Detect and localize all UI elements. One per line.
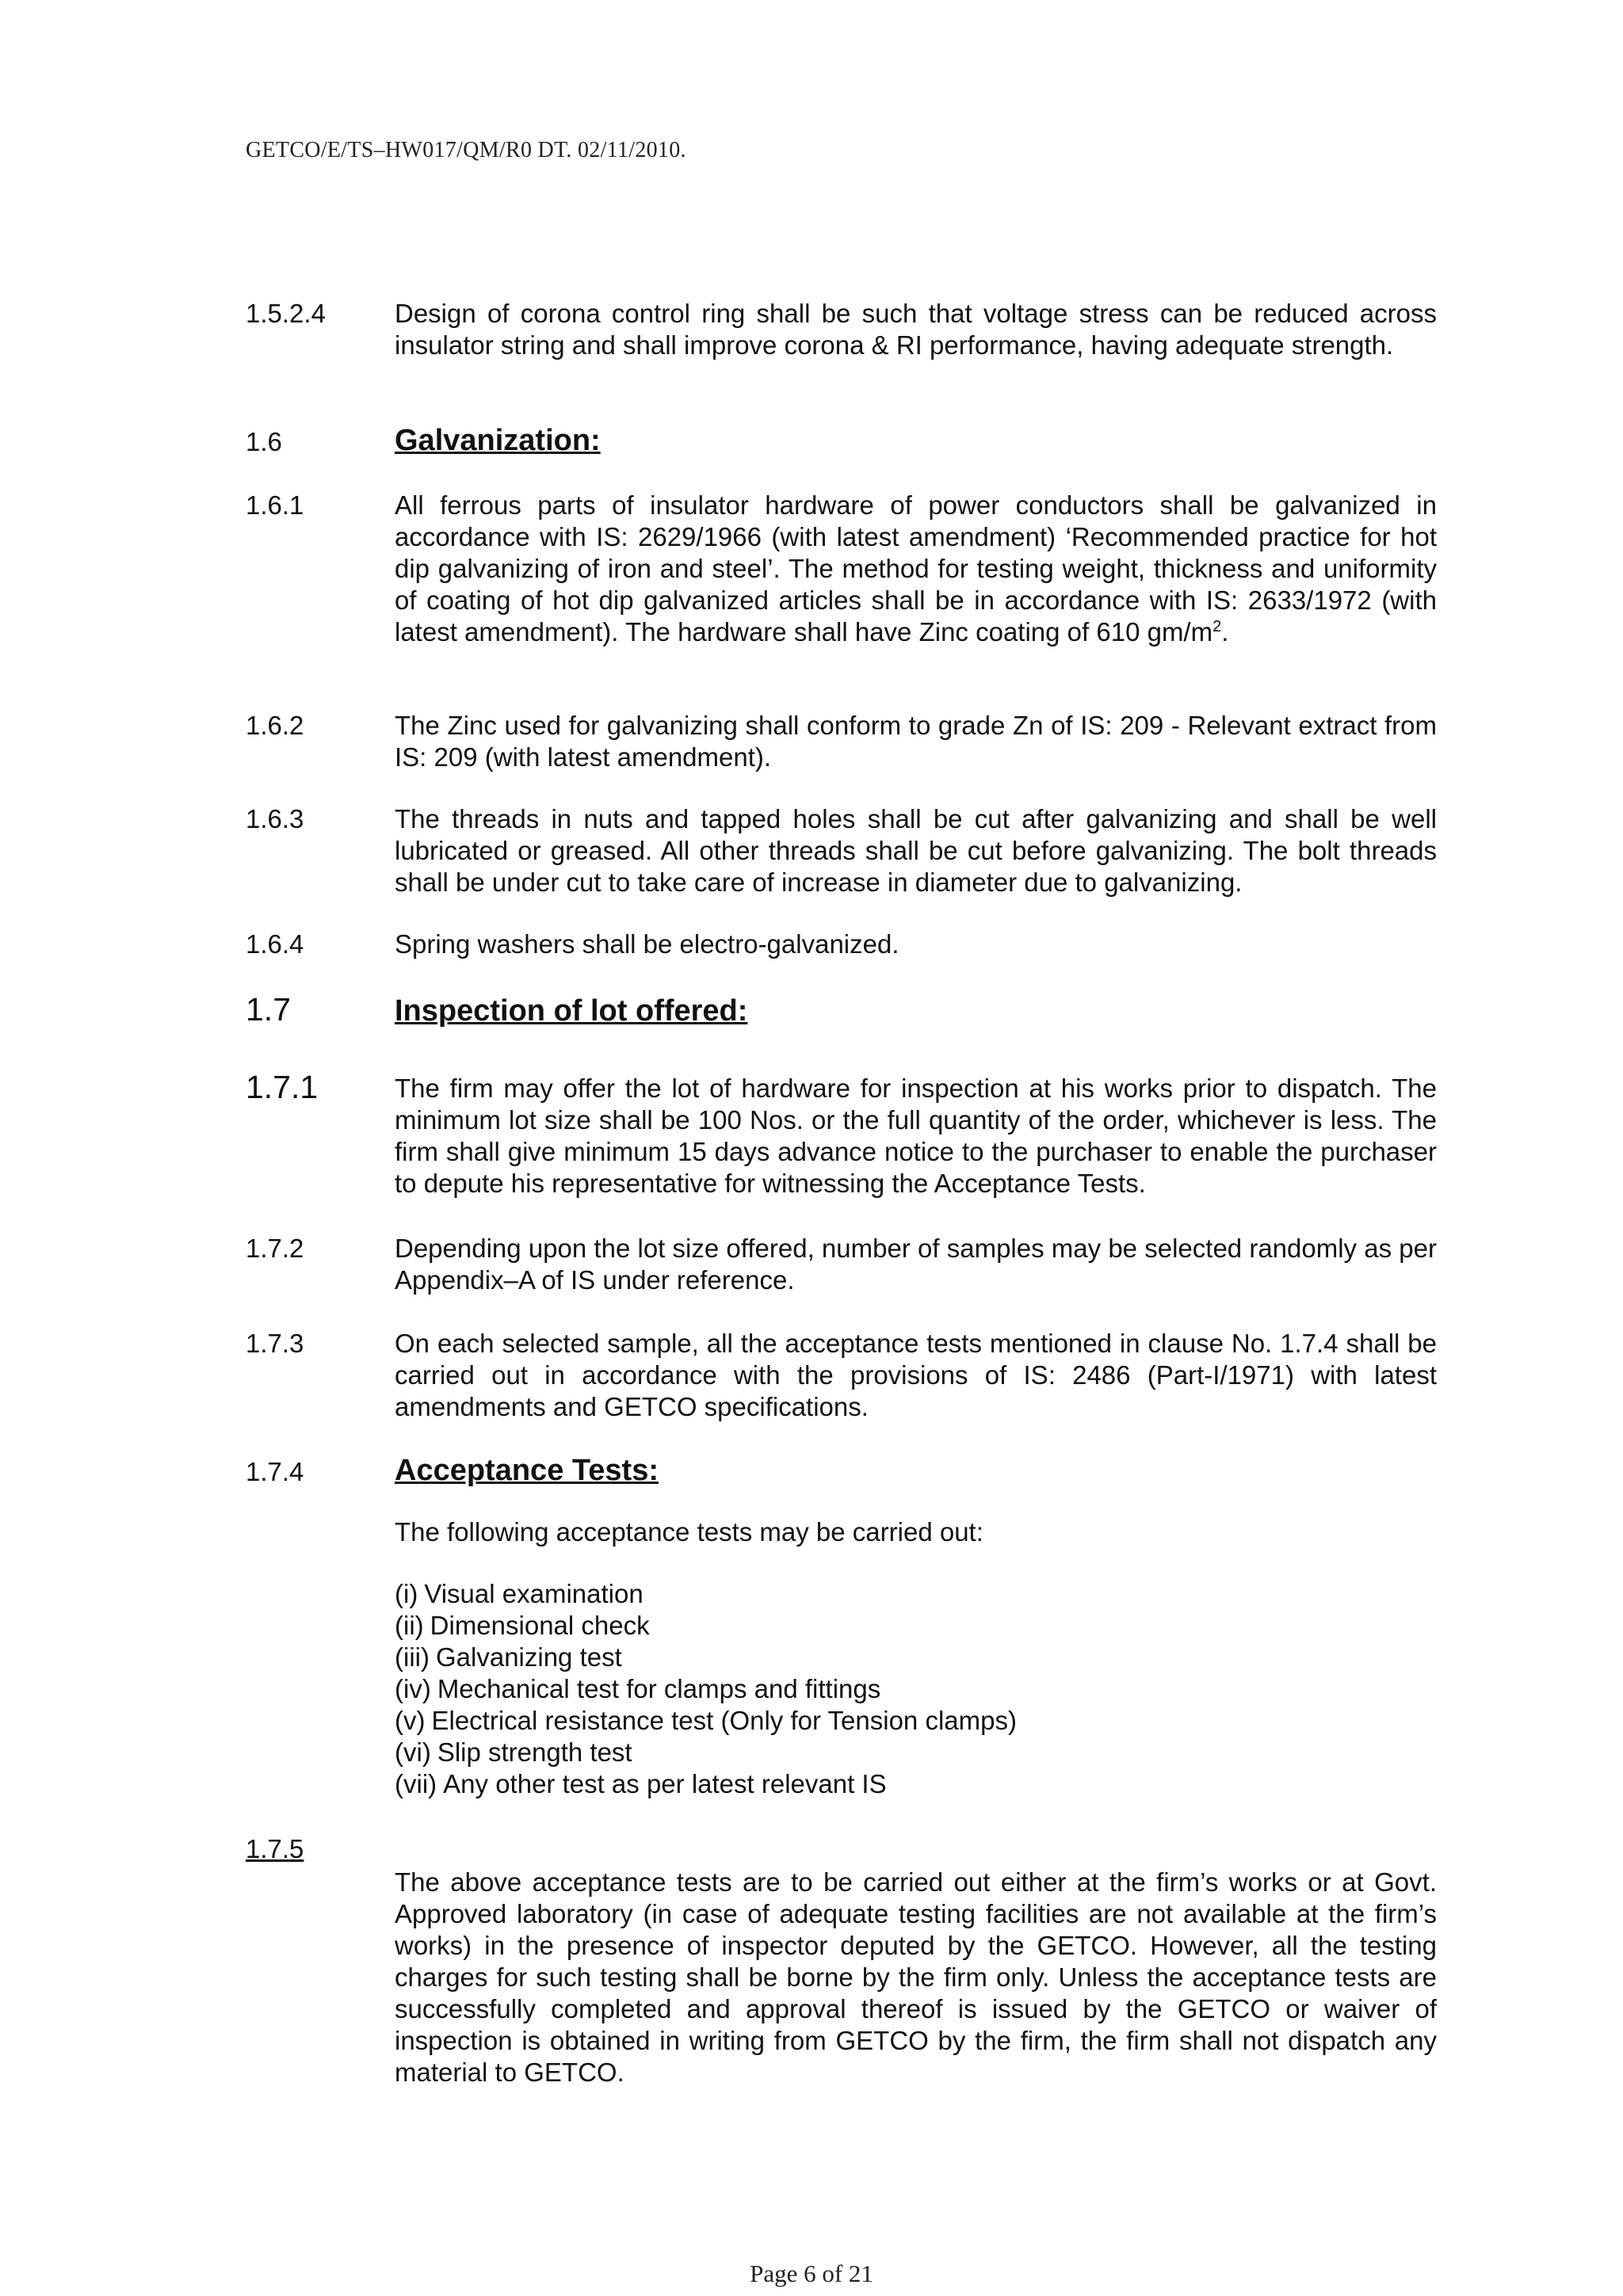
clause-171 [395,1073,1437,1199]
clause-number: 1.6.1 [246,490,304,520]
section-heading: Galvanization: [395,424,601,457]
clause-number: 1.6.4 [246,929,304,959]
list-item-text: Dimensional check [430,1611,650,1640]
list-marker: (vi) [395,1737,431,1767]
list-item [395,1705,1437,1737]
page-number: Page 6 of 21 [750,2260,873,2287]
list-item [395,1673,1437,1705]
clause-161 [395,490,1437,648]
section-inspection [395,994,1437,1028]
list-item-text: Any other test as per latest relevant IS [443,1769,887,1798]
list-item [395,1578,1437,1610]
list-marker: (v) [395,1706,426,1735]
section-galvanization [395,423,1437,458]
clause-text: Spring washers shall be electro-galvanized. [395,929,899,959]
clause-172 [395,1233,1437,1296]
document-header: GETCO/E/TS–HW017/QM/R0 DT. 02/11/2010. [246,138,686,162]
list-marker: (ii) [395,1611,424,1640]
clause-text: Design of corona control ring shall be such that voltage stress can be reduced across insulator string and shall improve corona & RI performance, having adequate strength. [395,299,1437,360]
clause-number: 1.7.1 [246,1069,319,1105]
list-marker: (iv) [395,1674,431,1703]
clause-text: The Zinc used for galvanizing shall conform to grade Zn of IS: 209 - Relevant extract from IS: 209 (with latest amendment). [395,711,1437,772]
list-item [395,1610,1437,1642]
clause-1524 [395,298,1437,361]
list-item-text: Mechanical test for clamps and fittings [437,1674,881,1703]
clause-text: The above acceptance tests are to be carried out either at the firm’s works or at Govt. Approved laboratory (in case of adequate testing facilities are not available at the firm’s works) in the presence of inspector deputed by the GETCO. However, all the testing charges for such testing shall be borne by the firm only. Unless the acceptance tests are successfully completed and approval thereof is issued by the GETCO or waiver of inspection is obtained in writing from GETCO by the firm, the firm shall not dispatch any material to GETCO. [395,1867,1437,2087]
clause-173 [395,1328,1437,1423]
clause-intro: The following acceptance tests may be carried out: [395,1517,983,1547]
clause-number: 1.7.5 [246,1834,304,1863]
section-number: 1.6 [246,427,282,456]
clause-174 [395,1453,1437,1800]
list-item-text: Slip strength test [437,1737,632,1767]
list-marker: (i) [395,1579,418,1608]
clause-text: All ferrous parts of insulator hardware of power conductors shall be galvanized in accordance with IS: 2629/1966 (with latest amendment) ‘Recommended practice for hot dip galvanizing of iron and steel’. The method for testing weight, thickness and uniformity of coating of hot dip galvanized articles shall be in accordance with IS: 2633/1972 (with latest amendment). The hardware shall have Zinc coating of 610 $gm/m^2$. [395,490,1437,646]
section-heading: Inspection of lot offered: [395,994,748,1028]
clause-175 [395,1867,1437,2088]
clause-text: The threads in nuts and tapped holes shall be cut after galvanizing and shall be well lubricated or greased. All other threads shall be cut before galvanizing. The bolt threads shall be under cut to take care of increase in diameter due to galvanizing. [395,804,1437,897]
clause-number: 1.7.4 [246,1457,304,1486]
clause-number: 1.6.2 [246,711,304,740]
list-item [395,1737,1437,1768]
clause-164 [395,929,1437,960]
list-item-text: Galvanizing test [435,1642,622,1672]
clause-number: 1.7.3 [246,1329,304,1358]
list-item [395,1768,1437,1800]
acceptance-test-list [395,1578,1437,1800]
list-marker: (iii) [395,1642,430,1672]
clause-text: On each selected sample, all the acceptance tests mentioned in clause No. 1.7.4 shall be carried out in accordance with the provisions of IS: 2486 (Part-I/1971) with latest amendments and GETCO specifications. [395,1329,1437,1421]
clause-162 [395,710,1437,773]
list-item [395,1642,1437,1673]
section-heading: Acceptance Tests: [395,1454,659,1487]
clause-text: Depending upon the lot size offered, number of samples may be selected randomly as per Appendix–A of IS under reference. [395,1234,1437,1295]
list-item-text: Visual examination [424,1579,643,1608]
list-item-text: Electrical resistance test (Only for Tension clamps) [431,1706,1017,1735]
clause-number: 1.7.2 [246,1234,304,1263]
clause-text: The firm may offer the lot of hardware for inspection at his works prior to dispatch. The minimum lot size shall be 100 Nos. or the full quantity of the order, whichever is less. The firm shall give minimum 15 days advance notice to the purchaser to enable the purchaser to depute his representative for witnessing the Acceptance Tests. [395,1074,1437,1198]
clause-163 [395,803,1437,898]
clause-number: 1.5.2.4 [246,299,326,328]
list-marker: (vii) [395,1769,437,1798]
section-number: 1.7 [246,991,291,1028]
clause-number: 1.6.3 [246,804,304,833]
